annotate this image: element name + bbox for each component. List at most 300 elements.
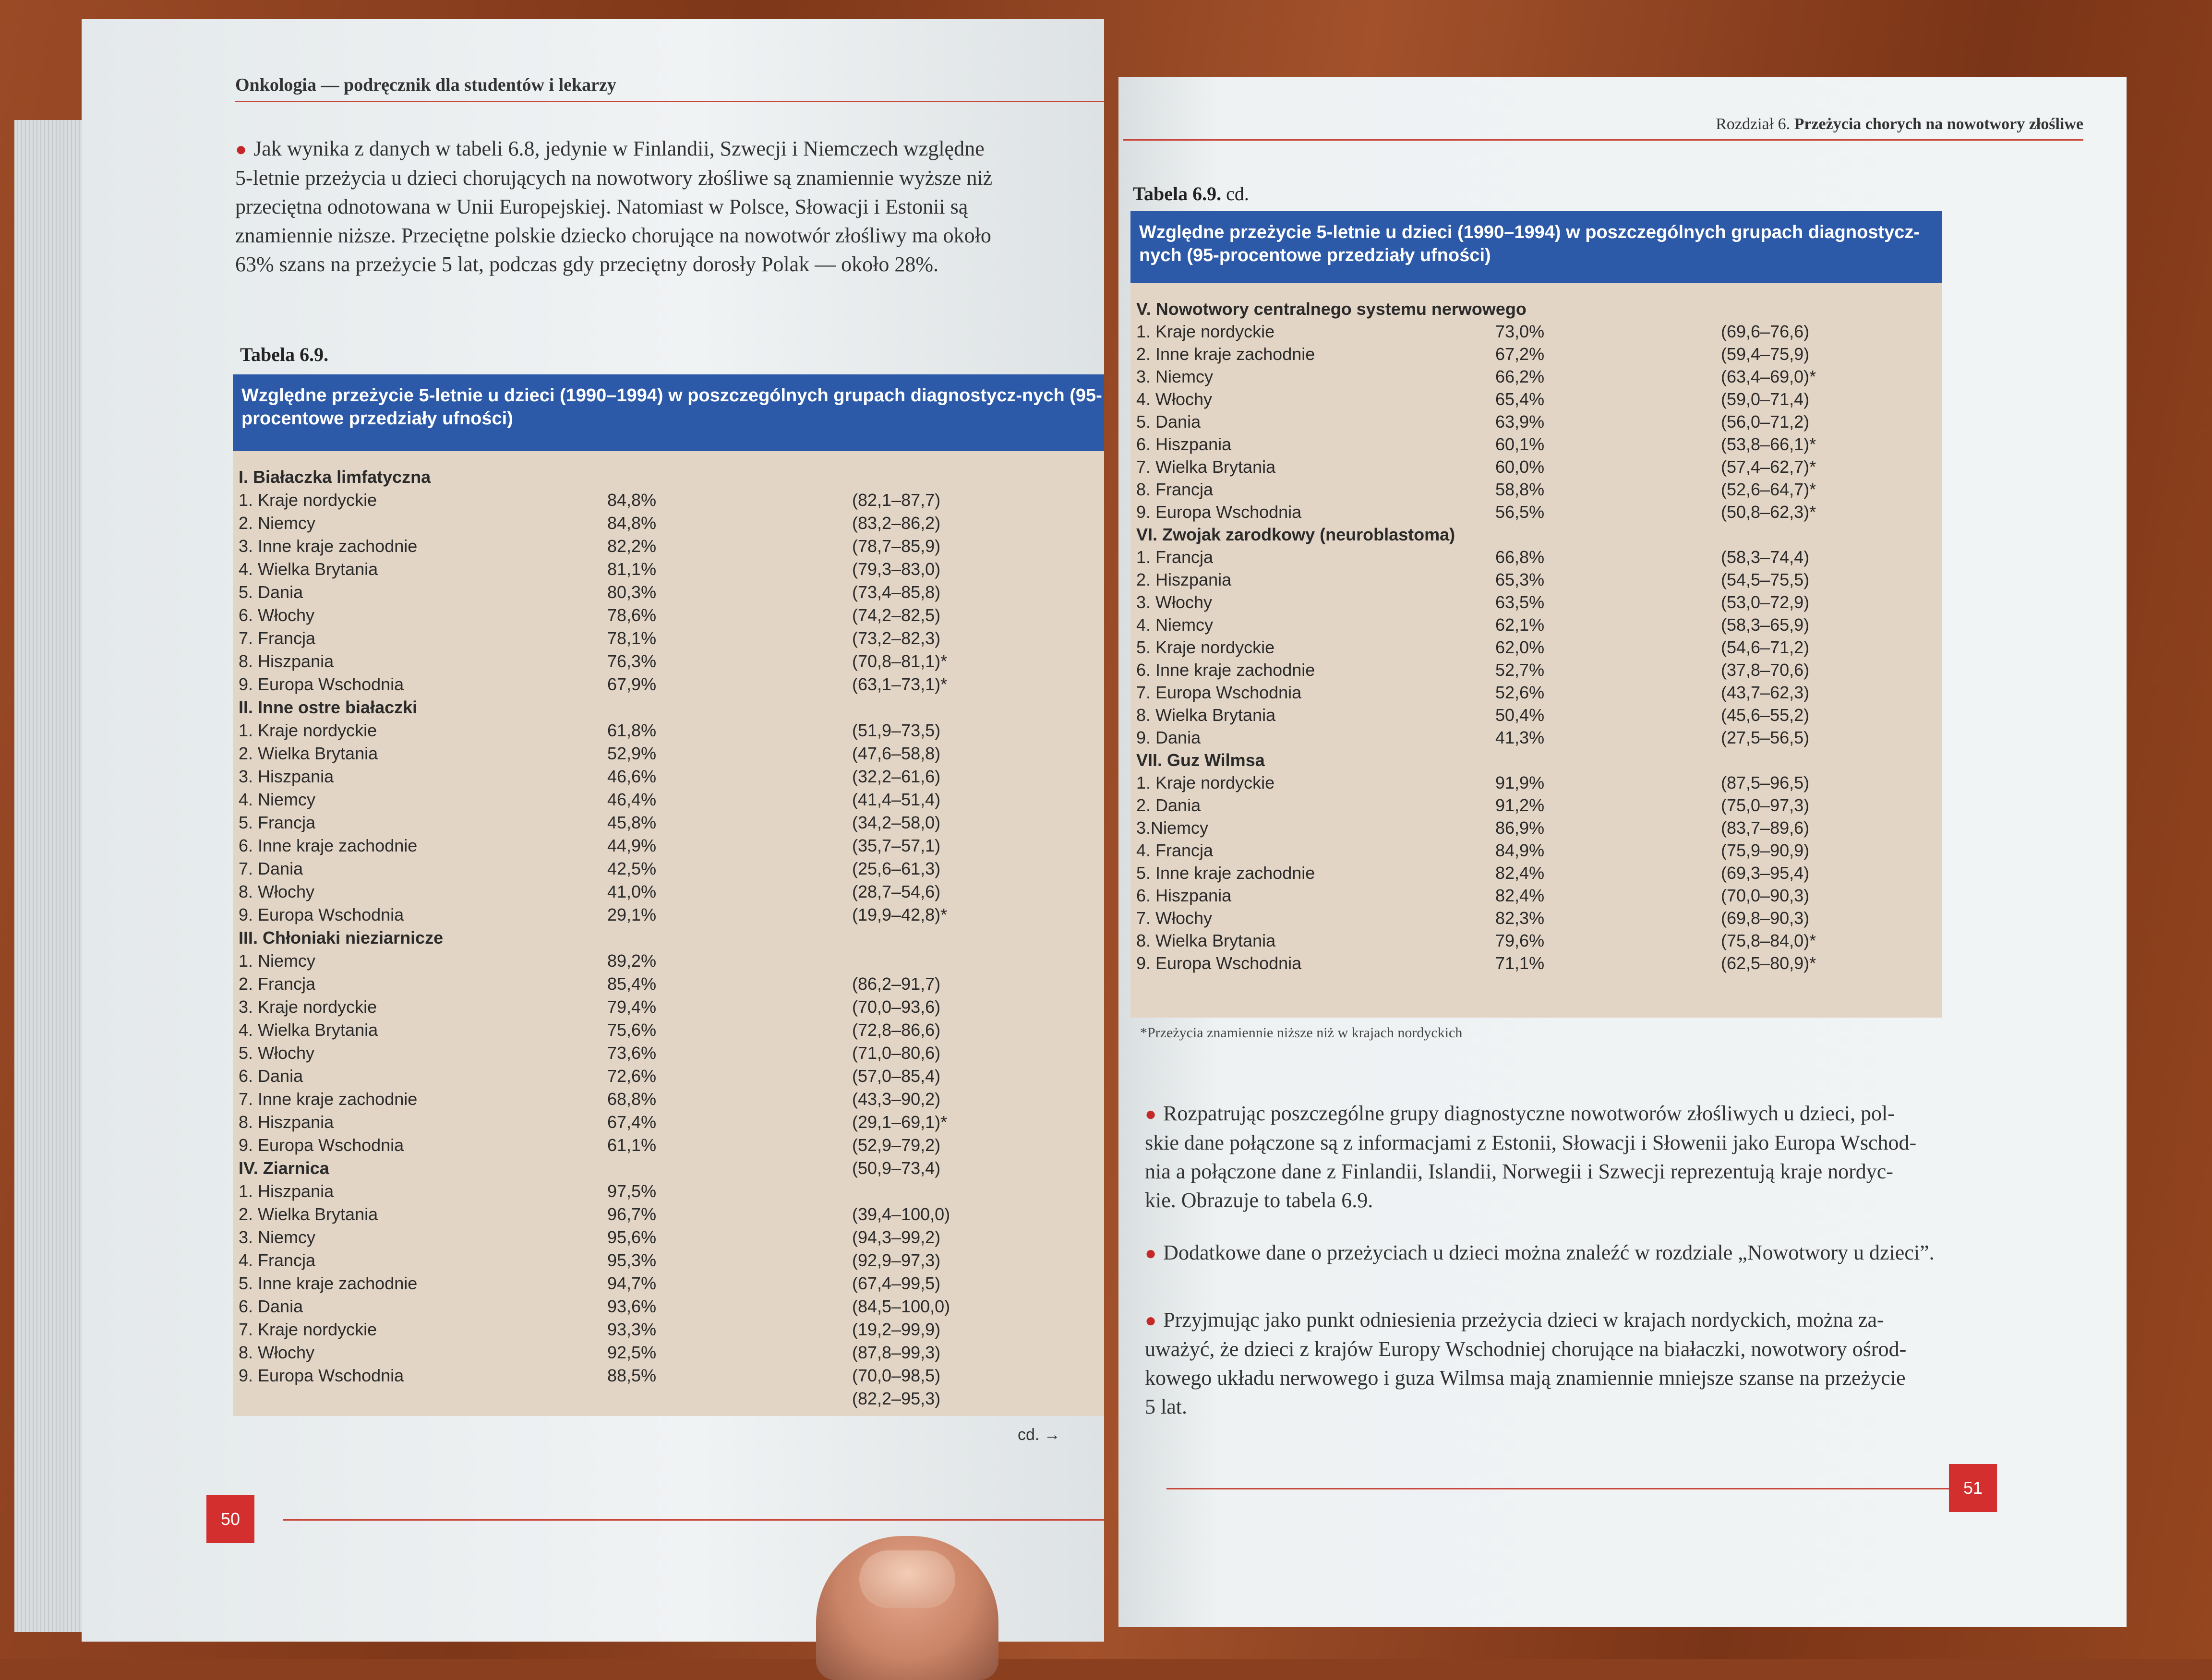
table-row: [233, 1364, 1104, 1387]
cell-category: I. Białaczka limfatyczna: [239, 467, 431, 487]
paragraph-line: [1145, 1099, 1961, 1128]
cell-confidence-interval: (70,8–81,1)*: [852, 651, 948, 671]
cell-category: II. Inne ostre białaczki: [239, 697, 418, 717]
cell-confidence-interval: (69,6–76,6): [1721, 322, 1810, 341]
table-row: [233, 1249, 1104, 1272]
cell-category: 6. Dania: [239, 1296, 303, 1316]
cell-survival: 67,2%: [1495, 344, 1545, 364]
left-table-label: Tabela 6.9.: [240, 344, 329, 365]
cell-survival: 80,3%: [607, 582, 657, 602]
cell-confidence-interval: (62,5–80,9)*: [1721, 953, 1816, 973]
table-row: [1130, 388, 1942, 411]
bullet-icon: ●: [1145, 1103, 1157, 1125]
cell-category: 1. Hiszpania: [239, 1181, 334, 1201]
left-footer-rule: [283, 1519, 1104, 1521]
cell-survival: 82,4%: [1495, 863, 1545, 883]
cell-confidence-interval: (72,8–86,6): [852, 1020, 941, 1040]
cell-confidence-interval: (56,0–71,2): [1721, 412, 1810, 432]
right-table-title: Względne przeżycie 5-letnie u dzieci (1990–1994) w poszczególnych grupach diagnostycz-nych (95-procentowe przedziały ufności): [1130, 211, 1942, 283]
cell-category: VI. Zwojak zarodkowy (neuroblastoma): [1136, 525, 1455, 544]
table-row: [233, 811, 1104, 834]
cell-survival: 44,9%: [607, 836, 657, 855]
cell-survival: 89,2%: [607, 951, 657, 971]
table-row: [233, 949, 1104, 972]
table-row: [233, 834, 1104, 857]
table-row: [1130, 816, 1942, 840]
table-row: [1130, 568, 1942, 591]
table-row: [1130, 907, 1942, 930]
cell-survival: 97,5%: [607, 1181, 657, 1201]
cell-category: 6. Inne kraje zachodnie: [239, 836, 418, 855]
cell-survival: 73,0%: [1495, 322, 1545, 341]
cell-survival: 46,4%: [607, 790, 657, 809]
cell-category: 8. Włochy: [239, 882, 315, 901]
right-table-label-suffix: cd.: [1226, 183, 1249, 204]
cell-survival: 66,2%: [1495, 367, 1545, 386]
cell-confidence-interval: (87,5–96,5): [1721, 773, 1810, 792]
cell-category: 1. Kraje nordyckie: [1136, 773, 1275, 792]
cell-survival: 68,8%: [607, 1089, 657, 1109]
right-table-label-text: Tabela 6.9.: [1133, 183, 1222, 204]
cell-category: 1. Kraje nordyckie: [239, 720, 377, 740]
bullet-icon: ●: [235, 138, 247, 160]
cell-survival: 91,9%: [1495, 773, 1545, 792]
cell-category: 4. Niemcy: [1136, 615, 1214, 635]
cell-survival: 63,9%: [1495, 412, 1545, 432]
cell-confidence-interval: (27,5–56,5): [1721, 728, 1810, 747]
table-row: [1130, 546, 1942, 569]
cell-confidence-interval: (59,4–75,9): [1721, 344, 1810, 364]
table-section-row: [1130, 749, 1942, 772]
table-section-row: [233, 926, 1104, 949]
cell-confidence-interval: (84,5–100,0): [852, 1296, 950, 1316]
cell-category: 9. Europa Wschodnia: [239, 1366, 404, 1385]
cell-survival: 84,8%: [607, 513, 657, 533]
cell-confidence-interval: (70,0–90,3): [1721, 886, 1810, 905]
cell-confidence-interval: (83,2–86,2): [852, 513, 941, 533]
cell-survival: 79,4%: [607, 997, 657, 1017]
cell-category: 1. Francja: [1136, 547, 1214, 567]
table-row: [1130, 591, 1942, 614]
table-row: [233, 765, 1104, 788]
cell-category: 8. Wielka Brytania: [1136, 931, 1276, 950]
cell-confidence-interval: (82,2–95,3): [852, 1389, 941, 1408]
cell-category: 2. Inne kraje zachodnie: [1136, 344, 1315, 364]
cell-category: 4. Wielka Brytania: [239, 1020, 378, 1040]
cell-confidence-interval: (79,3–83,0): [852, 559, 941, 579]
paragraph-line: [1145, 1186, 1961, 1215]
table-row: [233, 512, 1104, 535]
cell-survival: 79,6%: [1495, 931, 1545, 950]
right-paragraph-3: [1145, 1306, 1961, 1421]
table-section-row: [1130, 523, 1942, 546]
cell-survival: 78,1%: [607, 628, 657, 648]
table-row: [1130, 636, 1942, 659]
cell-survival: 52,7%: [1495, 660, 1545, 680]
table-row: [233, 1203, 1104, 1226]
right-table-label: [1133, 182, 1249, 205]
cell-category: 5. Inne kraje zachodnie: [1136, 863, 1315, 883]
cell-category: 5. Inne kraje zachodnie: [239, 1273, 418, 1293]
cell-survival: 72,6%: [607, 1066, 657, 1086]
cell-category: 2. Hiszpania: [1136, 570, 1232, 589]
cell-survival: 81,1%: [607, 559, 657, 579]
cell-category: IV. Ziarnica: [239, 1158, 329, 1178]
table-row: [233, 788, 1104, 811]
cell-category: 5. Dania: [239, 582, 303, 602]
table-row: [233, 1387, 1104, 1410]
paragraph-line: [1145, 1306, 1961, 1335]
cell-category: 4. Wielka Brytania: [239, 559, 378, 579]
cell-confidence-interval: (52,6–64,7)*: [1721, 480, 1816, 499]
cell-survival: 41,0%: [607, 882, 657, 901]
cell-confidence-interval: (63,1–73,1)*: [852, 674, 948, 694]
cell-confidence-interval: (82,1–87,7): [852, 490, 941, 510]
cell-category: 6. Włochy: [239, 605, 315, 625]
cell-confidence-interval: (47,6–58,8): [852, 744, 941, 763]
cell-survival: 95,3%: [607, 1250, 657, 1270]
cell-confidence-interval: (25,6–61,3): [852, 859, 941, 878]
cell-survival: 75,6%: [607, 1020, 657, 1040]
table-row: [233, 1111, 1104, 1134]
table-row: [1130, 365, 1942, 388]
cell-survival: 45,8%: [607, 813, 657, 832]
cell-survival: 61,1%: [607, 1135, 657, 1155]
cell-category: 3. Niemcy: [1136, 367, 1214, 386]
table-section-row: [233, 696, 1104, 719]
cell-confidence-interval: (53,0–72,9): [1721, 592, 1810, 612]
cell-survival: 84,9%: [1495, 840, 1545, 860]
cell-category: 5. Francja: [239, 813, 316, 832]
cell-survival: 65,4%: [1495, 389, 1545, 409]
paragraph-line: [1145, 1157, 1961, 1186]
paragraph-line-text: 5 lat.: [1145, 1395, 1187, 1418]
table-row: [1130, 410, 1942, 433]
cell-category: 3. Hiszpania: [239, 767, 334, 786]
cell-survival: 84,8%: [607, 490, 657, 510]
cell-category: 8. Francja: [1136, 480, 1214, 499]
cell-category: 2. Niemcy: [239, 513, 316, 533]
table-row: [1130, 478, 1942, 501]
cell-survival: 76,3%: [607, 651, 657, 671]
cell-survival: 94,7%: [607, 1273, 657, 1293]
cell-confidence-interval: (69,3–95,4): [1721, 863, 1810, 883]
left-page: [82, 19, 1104, 1642]
cell-category: 7. Kraje nordyckie: [239, 1320, 377, 1339]
table-row: [233, 650, 1104, 673]
bullet-icon: ●: [1145, 1309, 1157, 1331]
right-paragraph-2: [1145, 1238, 1961, 1268]
cell-category: 3. Kraje nordyckie: [239, 997, 377, 1017]
paragraph-line: [235, 134, 1104, 164]
cell-confidence-interval: (87,8–99,3): [852, 1343, 941, 1362]
cell-confidence-interval: (45,6–55,2): [1721, 705, 1810, 725]
cell-survival: 96,7%: [607, 1204, 657, 1224]
paragraph-line: [235, 221, 1104, 250]
cell-survival: 41,3%: [1495, 728, 1545, 747]
table-row: [233, 1226, 1104, 1249]
cell-survival: 42,5%: [607, 859, 657, 878]
cell-confidence-interval: (75,9–90,9): [1721, 840, 1810, 860]
cell-survival: 88,5%: [607, 1366, 657, 1385]
paragraph-line: [1145, 1364, 1961, 1392]
table-row: [233, 880, 1104, 903]
table-row: [1130, 952, 1942, 975]
cell-confidence-interval: (58,3–65,9): [1721, 615, 1810, 635]
left-page-number: 50: [206, 1495, 254, 1543]
cell-category: 2. Dania: [1136, 795, 1201, 815]
cell-category: 7. Francja: [239, 628, 316, 648]
cell-category: 6. Hiszpania: [1136, 434, 1232, 454]
cell-category: VII. Guz Wilmsa: [1136, 750, 1265, 770]
cell-category: 5. Kraje nordyckie: [1136, 637, 1275, 657]
table-row: [233, 742, 1104, 765]
paragraph-line-text: Rozpatrując poszczególne grupy diagnostyczne nowotworów złośliwych u dzieci, pol-: [1163, 1102, 1895, 1125]
cell-survival: 86,9%: [1495, 818, 1545, 838]
cell-category: 7. Europa Wschodnia: [1136, 683, 1302, 702]
cell-category: 1. Kraje nordyckie: [1136, 322, 1275, 341]
table-row: [1130, 343, 1942, 366]
table-row: [233, 489, 1104, 512]
cell-confidence-interval: (34,2–58,0): [852, 813, 941, 832]
cell-confidence-interval: (75,0–97,3): [1721, 795, 1810, 815]
paragraph-line: [1145, 1335, 1961, 1364]
cell-survival: 92,5%: [607, 1343, 657, 1362]
table-row: [233, 1019, 1104, 1042]
right-table-body: [1130, 283, 1942, 1018]
cell-category: 8. Włochy: [239, 1343, 315, 1362]
cell-confidence-interval: (50,9–73,4): [852, 1158, 941, 1178]
table-row: [233, 1088, 1104, 1111]
cell-confidence-interval: (35,7–57,1): [852, 836, 941, 855]
cell-category: 2. Francja: [239, 974, 316, 994]
paragraph-line-text: Przyjmując jako punkt odniesienia przeżycia dzieci w krajach nordyckich, można za-: [1163, 1308, 1884, 1332]
table-row: [233, 719, 1104, 742]
cell-confidence-interval: (94,3–99,2): [852, 1227, 941, 1247]
table-row: [233, 1134, 1104, 1157]
cell-category: 2. Wielka Brytania: [239, 1204, 378, 1224]
table-row: [233, 1272, 1104, 1295]
cell-survival: 61,8%: [607, 720, 657, 740]
cell-category: 4. Niemcy: [239, 790, 316, 809]
table-section-row: [233, 466, 1104, 489]
cell-confidence-interval: (50,8–62,3)*: [1721, 502, 1816, 522]
cell-confidence-interval: (83,7–89,6): [1721, 818, 1810, 838]
cell-category: 8. Hiszpania: [239, 1112, 334, 1132]
cell-category: 4. Włochy: [1136, 389, 1213, 409]
cell-category: 9. Europa Wschodnia: [239, 1135, 404, 1155]
cell-survival: 91,2%: [1495, 795, 1545, 815]
cell-survival: 93,6%: [607, 1296, 657, 1316]
left-page-header: Onkologia — podręcznik dla studentów i lekarzy: [235, 75, 616, 95]
cell-category: 5. Dania: [1136, 412, 1201, 432]
cell-confidence-interval: (74,2–82,5): [852, 605, 941, 625]
cell-category: III. Chłoniaki nieziarnicze: [239, 928, 444, 948]
paragraph-line-text: kowego układu nerwowego i guza Wilmsa mają znamiennie mniejsze szanse na przeżycie: [1145, 1366, 1906, 1390]
cell-survival: 58,8%: [1495, 480, 1545, 499]
right-header-chapter: Rozdział 6.: [1716, 115, 1791, 133]
cell-confidence-interval: (59,0–71,4): [1721, 389, 1810, 409]
cell-category: 6. Dania: [239, 1066, 303, 1086]
cell-survival: 66,8%: [1495, 547, 1545, 567]
paragraph-line-text: 5-letnie przeżycia u dzieci chorujących na nowotwory złośliwe są znamiennie wyższe niż: [235, 166, 993, 190]
cell-category: 7. Dania: [239, 859, 303, 878]
cell-survival: 63,5%: [1495, 592, 1545, 612]
table-row: [1130, 456, 1942, 479]
cell-category: 9. Europa Wschodnia: [1136, 502, 1302, 522]
cell-survival: 95,6%: [607, 1227, 657, 1247]
cell-confidence-interval: (86,2–91,7): [852, 974, 941, 994]
cell-confidence-interval: (73,4–85,8): [852, 582, 941, 602]
right-footer-rule: [1166, 1488, 1959, 1489]
table-row: [233, 673, 1104, 696]
cell-confidence-interval: (70,0–93,6): [852, 997, 941, 1017]
paragraph-line: [1145, 1392, 1961, 1421]
cell-category: 3. Inne kraje zachodnie: [239, 536, 418, 556]
cell-survival: 71,1%: [1495, 953, 1545, 973]
cell-confidence-interval: (73,2–82,3): [852, 628, 941, 648]
table-row: [233, 604, 1104, 627]
cell-survival: 50,4%: [1495, 705, 1545, 725]
paragraph-line-text: znamiennie niższe. Przeciętne polskie dziecko chorujące na nowotwór złośliwy ma około: [235, 224, 991, 247]
table-row: [233, 535, 1104, 558]
thumb-nail: [859, 1550, 955, 1608]
cell-category: 5. Włochy: [239, 1043, 315, 1063]
table-footnote: *Przeżycia znamiennie niższe niż w krajach nordyckich: [1140, 1025, 1463, 1041]
cell-survival: 60,1%: [1495, 434, 1545, 454]
cell-category: 8. Hiszpania: [239, 651, 334, 671]
right-page-number: 51: [1949, 1464, 1997, 1512]
table-row: [1130, 681, 1942, 704]
cell-survival: 29,1%: [607, 905, 657, 924]
cell-survival: 73,6%: [607, 1043, 657, 1063]
table-row: [233, 1295, 1104, 1318]
cell-confidence-interval: (92,9–97,3): [852, 1250, 941, 1270]
table-row: [1130, 659, 1942, 682]
cell-survival: 67,4%: [607, 1112, 657, 1132]
table-row: [1130, 794, 1942, 817]
cell-category: 8. Wielka Brytania: [1136, 705, 1276, 725]
table-row: [1130, 320, 1942, 343]
cell-survival: 65,3%: [1495, 570, 1545, 589]
table-section-row: [233, 1157, 1104, 1180]
table-row: [233, 1318, 1104, 1341]
paragraph-line: [1145, 1238, 1961, 1268]
continued-marker: cd. →: [1018, 1426, 1060, 1444]
cell-category: 4. Francja: [239, 1250, 316, 1270]
cell-category: 3.Niemcy: [1136, 818, 1209, 838]
cell-confidence-interval: (32,2–61,6): [852, 767, 941, 786]
cell-survival: 52,6%: [1495, 683, 1545, 702]
cell-confidence-interval: (19,9–42,8)*: [852, 905, 948, 924]
table-row: [233, 581, 1104, 604]
cell-confidence-interval: (51,9–73,5): [852, 720, 941, 740]
cell-category: 7. Włochy: [1136, 908, 1213, 928]
cell-category: 6. Hiszpania: [1136, 886, 1232, 905]
paragraph-line: [235, 192, 1104, 221]
left-table-body: [233, 451, 1104, 1416]
cell-confidence-interval: (58,3–74,4): [1721, 547, 1810, 567]
cell-category: 6. Inne kraje zachodnie: [1136, 660, 1315, 680]
cell-category: 3. Niemcy: [239, 1227, 316, 1247]
left-header-rule: [235, 101, 1104, 102]
paragraph-line: [235, 164, 1104, 192]
cell-category: 7. Inne kraje zachodnie: [239, 1089, 418, 1109]
cell-confidence-interval: (39,4–100,0): [852, 1204, 950, 1224]
table-section-row: [1130, 298, 1942, 321]
cell-survival: 67,9%: [607, 674, 657, 694]
cell-confidence-interval: (63,4–69,0)*: [1721, 367, 1816, 386]
paragraph-line-text: Dodatkowe dane o przeżyciach u dzieci można znaleźć w rozdziale „Nowotwory u dzieci”.: [1163, 1241, 1935, 1264]
cell-confidence-interval: (41,4–51,4): [852, 790, 941, 809]
cell-confidence-interval: (29,1–69,1)*: [852, 1112, 948, 1132]
table-row: [233, 558, 1104, 581]
table-row: [1130, 771, 1942, 794]
table-row: [233, 1065, 1104, 1088]
cell-survival: 56,5%: [1495, 502, 1545, 522]
paragraph-line-text: uważyć, że dzieci z krajów Europy Wschodniej chorujące na białaczki, nowotwory ośrod-: [1145, 1337, 1907, 1361]
table-row: [1130, 884, 1942, 907]
cell-category: 9. Europa Wschodnia: [239, 905, 404, 924]
paragraph-line-text: kie. Obrazuje to tabela 6.9.: [1145, 1188, 1373, 1212]
right-page-header: [1716, 115, 2083, 133]
cell-confidence-interval: (78,7–85,9): [852, 536, 941, 556]
bullet-icon: ●: [1145, 1242, 1157, 1264]
cell-confidence-interval: (57,0–85,4): [852, 1066, 941, 1086]
cell-survival: 82,2%: [607, 536, 657, 556]
cell-confidence-interval: (54,5–75,5): [1721, 570, 1810, 589]
cell-survival: 60,0%: [1495, 457, 1545, 477]
cell-survival: 82,4%: [1495, 886, 1545, 905]
paragraph-line-text: Jak wynika z danych w tabeli 6.8, jedynie w Finlandii, Szwecji i Niemczech względne: [253, 137, 985, 160]
cell-category: 1. Kraje nordyckie: [239, 490, 377, 510]
cell-survival: 62,1%: [1495, 615, 1545, 635]
cell-survival: 78,6%: [607, 605, 657, 625]
table-row: [1130, 839, 1942, 862]
table-row: [1130, 613, 1942, 636]
table-row: [1130, 501, 1942, 524]
cell-survival: 93,3%: [607, 1320, 657, 1339]
cell-confidence-interval: (71,0–80,6): [852, 1043, 941, 1063]
cell-confidence-interval: (70,0–98,5): [852, 1366, 941, 1385]
paragraph-line-text: nia a połączone dane z Finlandii, Islandii, Norwegii i Szwecji reprezentują kraje nordyc-: [1145, 1160, 1893, 1183]
table-row: [233, 1180, 1104, 1203]
left-table-title: Względne przeżycie 5-letnie u dzieci (1990–1994) w poszczególnych grupach diagnostycz-nych (95-procentowe przedziały ufności): [233, 374, 1104, 451]
cell-category: 9. Dania: [1136, 728, 1201, 747]
cell-category: V. Nowotwory centralnego systemu nerwowego: [1136, 299, 1527, 319]
cell-confidence-interval: (75,8–84,0)*: [1721, 931, 1816, 950]
table-row: [233, 857, 1104, 880]
cell-category: 9. Europa Wschodnia: [239, 674, 404, 694]
cell-category: 3. Włochy: [1136, 592, 1213, 612]
table-row: [233, 627, 1104, 650]
cell-category: 1. Niemcy: [239, 951, 316, 971]
cell-survival: 85,4%: [607, 974, 657, 994]
cell-confidence-interval: (57,4–62,7)*: [1721, 457, 1816, 477]
cell-confidence-interval: (53,8–66,1)*: [1721, 434, 1816, 454]
table-row: [1130, 726, 1942, 749]
cell-category: 9. Europa Wschodnia: [1136, 953, 1302, 973]
table-row: [233, 1042, 1104, 1065]
right-header-title: Przeżycia chorych na nowotwory złośliwe: [1794, 115, 2083, 133]
table-row: [233, 903, 1104, 926]
paragraph-line-text: przeciętna odnotowana w Unii Europejskiej. Natomiast w Polsce, Słowacji i Estonii są: [235, 195, 968, 218]
cell-confidence-interval: (43,7–62,3): [1721, 683, 1810, 702]
cell-confidence-interval: (43,3–90,2): [852, 1089, 941, 1109]
cell-confidence-interval: (19,2–99,9): [852, 1320, 941, 1339]
table-row: [1130, 704, 1942, 727]
cell-confidence-interval: (52,9–79,2): [852, 1135, 941, 1155]
